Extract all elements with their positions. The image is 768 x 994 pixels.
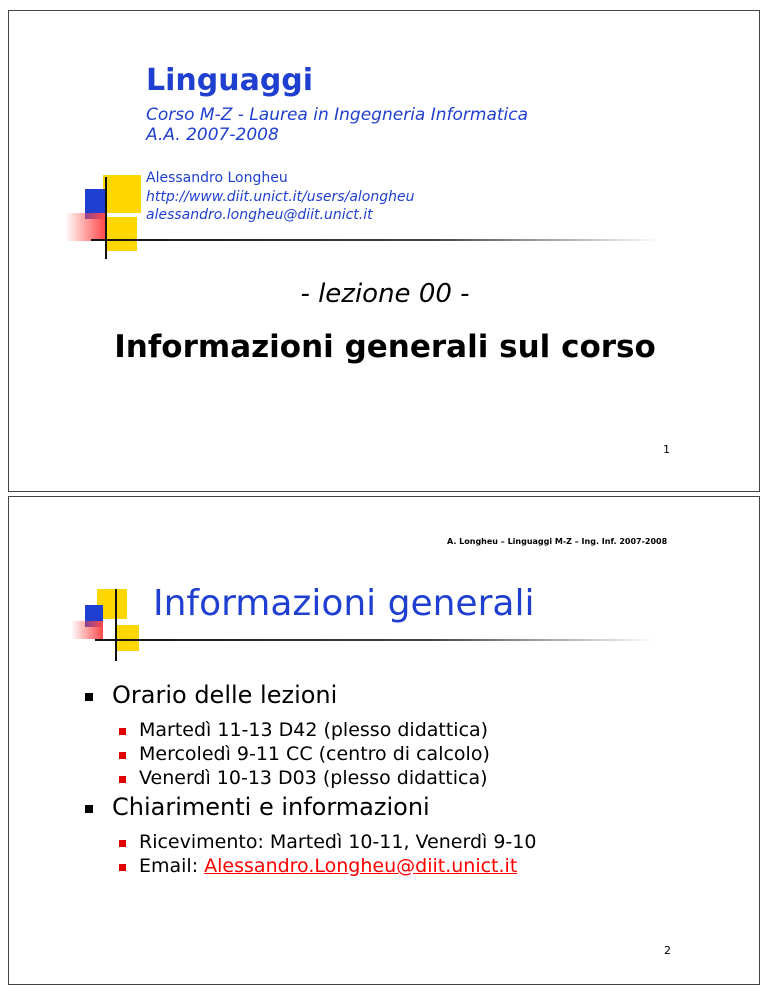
slide-heading: Informazioni generali sul corso bbox=[114, 329, 656, 365]
page-number: 1 bbox=[663, 443, 670, 456]
square-bullet-icon bbox=[85, 805, 93, 813]
academic-year: A.A. 2007-2008 bbox=[146, 125, 279, 145]
email-label: Email: bbox=[139, 855, 205, 877]
slide-title: Informazioni generali bbox=[153, 583, 535, 624]
square-bullet-icon bbox=[119, 864, 126, 871]
square-bullet-icon bbox=[119, 840, 126, 847]
author-email[interactable]: alessandro.longheu@diit.unict.it bbox=[146, 207, 373, 223]
square-bullet-icon bbox=[119, 728, 126, 735]
lesson-number: - lezione 00 - bbox=[300, 279, 470, 309]
author-name: Alessandro Longheu bbox=[146, 170, 288, 186]
course-subtitle: Corso M-Z - Laurea in Ingegneria Informatica bbox=[146, 105, 529, 125]
square-bullet-icon bbox=[85, 693, 93, 701]
author-url[interactable]: http://www.diit.unict.it/users/alongheu bbox=[146, 189, 415, 205]
section-label: Chiarimenti e informazioni bbox=[112, 793, 430, 821]
email-link[interactable]: Alessandro.Longheu@diit.unict.it bbox=[204, 855, 518, 877]
section-label: Orario delle lezioni bbox=[112, 681, 338, 709]
slide-1 bbox=[8, 10, 760, 492]
square-bullet-icon bbox=[119, 776, 126, 783]
course-title: Linguaggi bbox=[146, 63, 314, 98]
slide-2: A. Longheu – Linguaggi M-Z – Ing. Inf. 2007-2008 Informazioni generali Orario delle lezioni Martedì 11-13 D42 (plesso didattica) Mercoledì 9-11 CC (centro di calcolo) Venerdì 10-13 D03 (plesso didattica) Chiarimenti e informazioni Ricevimento: Martedì 10-11, Venerdì 9-10 Email: Alessandro.Longheu@diit.unict.it 2 bbox=[8, 496, 760, 985]
square-bullet-icon bbox=[119, 752, 126, 759]
slide-header: A. Longheu – Linguaggi M-Z – Ing. Inf. 2007-2008 bbox=[447, 537, 668, 546]
page-number: 2 bbox=[664, 944, 671, 957]
